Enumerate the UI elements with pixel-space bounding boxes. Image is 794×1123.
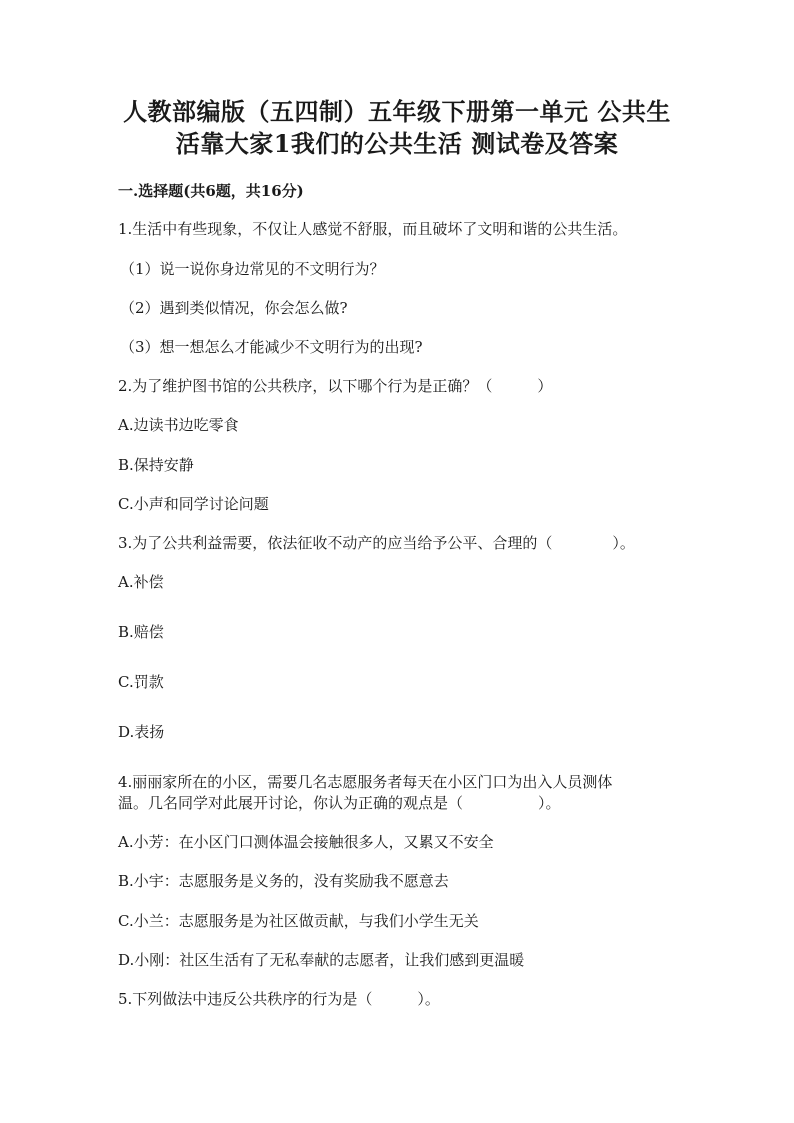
question-1-sub-2: （2）遇到类似情况，你会怎么做? xyxy=(120,299,348,317)
question-4-stem-line-2: 温。几名同学对此展开讨论，你认为正确的观点是（ ）。 xyxy=(118,794,561,812)
question-4-stem-line-1: 4.丽丽家所在的小区，需要几名志愿服务者每天在小区门口为出入人员测体 xyxy=(118,773,613,791)
document-title-line-1: 人教部编版（五四制）五年级下册第一单元 公共生 xyxy=(123,97,671,126)
question-3-option-d: D.表扬 xyxy=(118,723,165,741)
question-1-sub-1: （1）说一说你身边常见的不文明行为？ xyxy=(120,260,385,278)
question-2-option-a: A.边读书边吃零食 xyxy=(118,416,239,434)
question-4-option-d: D.小刚：社区生活有了无私奉献的志愿者，让我们感到更温暖 xyxy=(118,951,525,969)
question-1-sub-3: （3）想一想怎么才能减少不文明行为的出现? xyxy=(120,338,423,356)
question-1-stem: 1.生活中有些现象，不仅让人感觉不舒服，而且破坏了文明和谐的公共生活。 xyxy=(118,220,628,238)
question-2-option-b: B.保持安静 xyxy=(118,456,194,474)
question-3-option-a: A.补偿 xyxy=(118,573,164,591)
document-title-line-2: 活靠大家1我们的公共生活 测试卷及答案 xyxy=(175,129,619,158)
question-4-option-b: B.小宇：志愿服务是义务的，没有奖励我不愿意去 xyxy=(118,872,449,890)
question-5-stem: 5.下列做法中违反公共秩序的行为是（ ）。 xyxy=(118,990,440,1008)
question-3-option-b: B.赔偿 xyxy=(118,623,164,641)
section-heading-multiple-choice: 一.选择题(共6题，共16分) xyxy=(118,182,304,200)
question-3-stem: 3.为了公共利益需要，依法征收不动产的应当给予公平、合理的（ ）。 xyxy=(118,534,635,552)
question-2-option-c: C.小声和同学讨论问题 xyxy=(118,495,269,513)
question-4-option-a: A.小芳：在小区门口测体温会接触很多人，又累又不安全 xyxy=(118,833,494,851)
question-2-stem: 2.为了维护图书馆的公共秩序，以下哪个行为是正确？（ ） xyxy=(118,377,553,395)
question-3-option-c: C.罚款 xyxy=(118,673,164,691)
question-4-option-c: C.小兰：志愿服务是为社区做贡献，与我们小学生无关 xyxy=(118,912,479,930)
